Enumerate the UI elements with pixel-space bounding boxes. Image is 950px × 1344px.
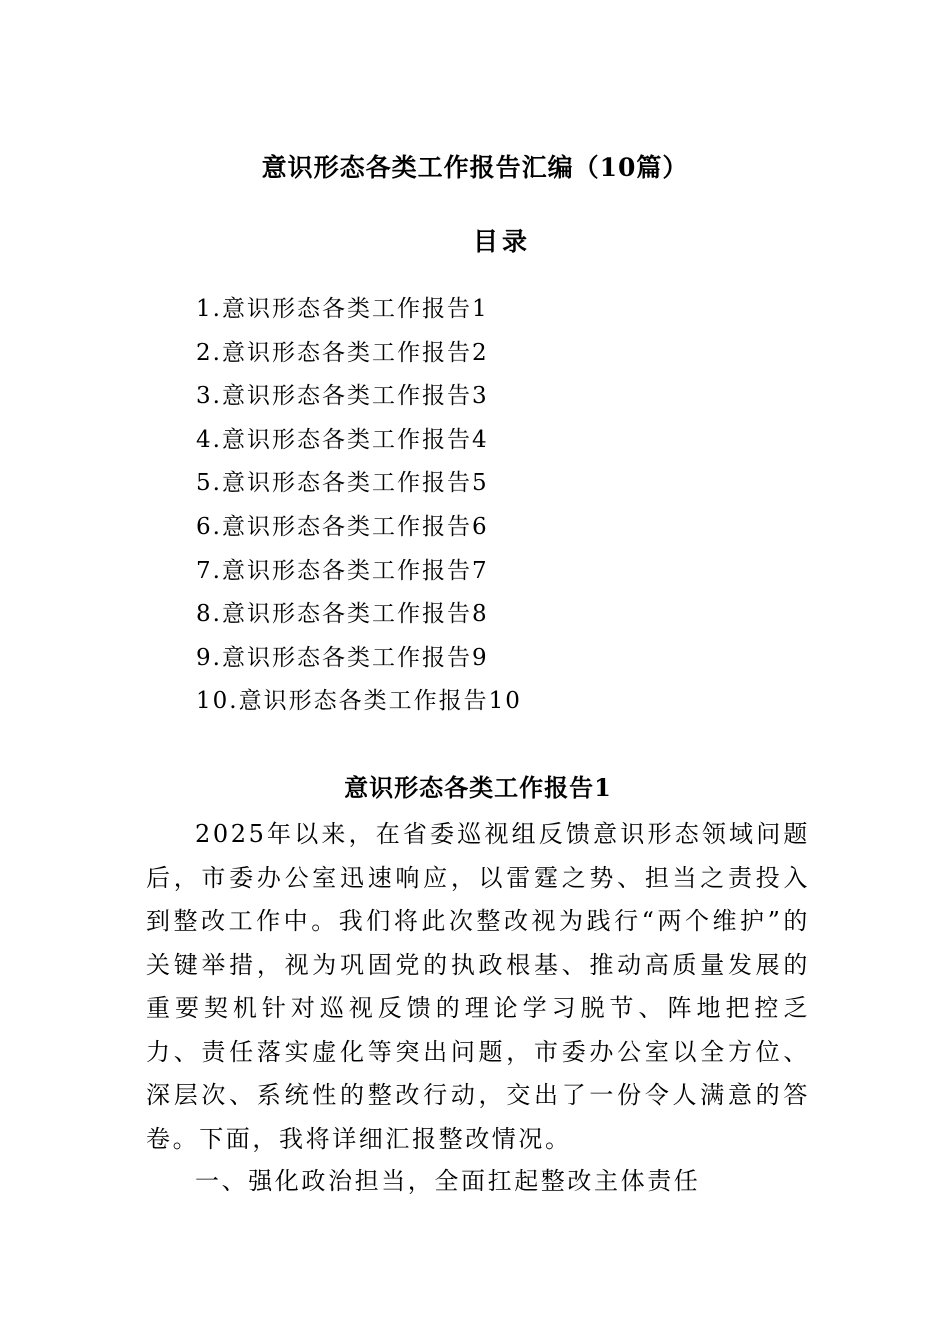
body-paragraph: 2025年以来，在省委巡视组反馈意识形态领域问题后，市委办公室迅速响应，以雷霆之势、担当之责投入到整改工作中。我们将此次整改视为践行“两个维护”的关键举措，视为巩固党的执政根基、推动高质量发展的重要契机针对巡视反馈的理论学习脱节、阵地把控乏力、责任落实虚化等突出问题，市委办公室以全方位、深层次、系统性的整改行动，交出了一份令人满意的答卷。下面，我将详细汇报整改情况。 (146, 820, 810, 1153)
toc-item: 8.意识形态各类工作报告8 (196, 601, 489, 628)
toc-item: 2.意识形态各类工作报告2 (196, 339, 489, 366)
toc-item: 7.意识形态各类工作报告7 (196, 557, 489, 584)
toc-item: 6.意识形态各类工作报告6 (196, 513, 489, 540)
toc-item: 3.意识形态各类工作报告3 (196, 383, 489, 410)
toc-item: 1.意识形态各类工作报告1 (196, 296, 489, 322)
toc-item: 9.意识形态各类工作报告9 (196, 644, 489, 671)
toc-item: 10.意识形态各类工作报告10 (196, 688, 522, 715)
toc-item: 4.意识形态各类工作报告4 (196, 426, 489, 453)
table-of-contents (196, 288, 522, 724)
section-subheading: 一、强化政治担当，全面扛起整改主体责任 (195, 1167, 701, 1195)
toc-item: 5.意识形态各类工作报告5 (196, 470, 489, 497)
toc-heading: 目录 (472, 227, 531, 256)
section-title: 意识形态各类工作报告1 (344, 773, 612, 802)
document-title: 意识形态各类工作报告汇编（10篇） (261, 153, 689, 182)
